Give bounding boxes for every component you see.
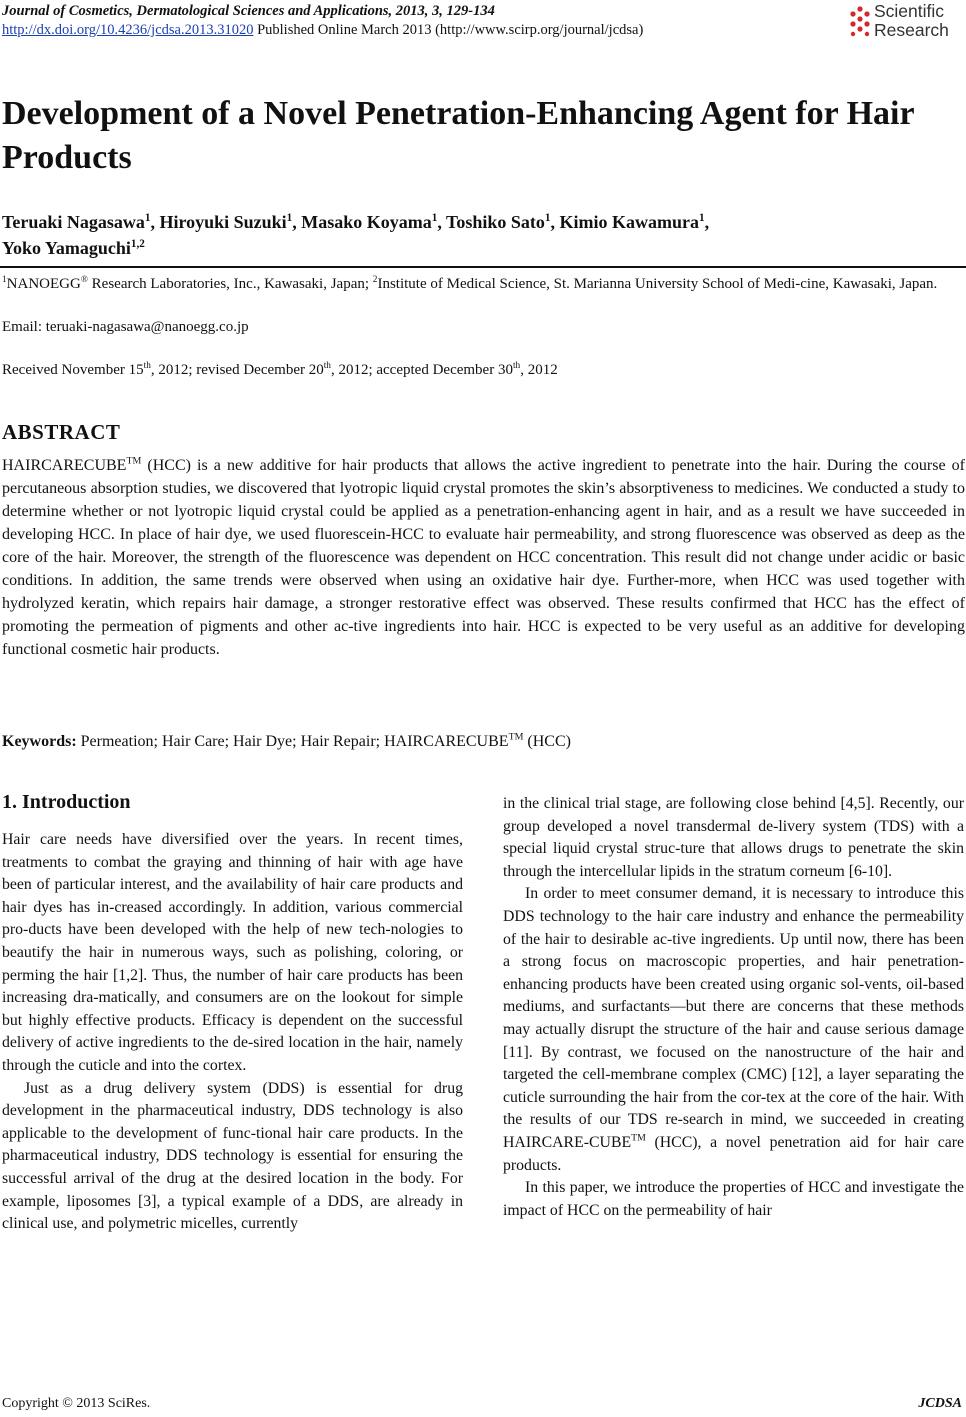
publisher-logo [848, 2, 966, 42]
author-list: Teruaki Nagasawa$^1$, Hiroyuki Suzuki$^1$, Masako Koyama$^1$, Toshiko Sato$^1$, Kimio Kawamura$^1$, Yoko Yamaguchi$^{1,2}$ [2, 212, 710, 258]
author-affiliation-mark: 1 [431, 212, 438, 224]
author [559, 212, 704, 232]
author-affiliation-mark: 1 [144, 212, 151, 224]
author [159, 212, 292, 232]
intro-paragraph-4-tail: (HCC), a novel penetration aid for hair care products. [503, 1133, 964, 1174]
doi-link[interactable]: http://dx.doi.org/10.4236/jcdsa.2013.31020 [2, 22, 254, 38]
intro-paragraph-3: in the clinical trial stage, are following close behind [4,5]. Recently, our group developed a novel transdermal de-livery system (TDS) with a special liquid crystal struc-ture that allows drugs to penetrate the skin through the intercellular lipids in the stratum corneum [6-10]. [503, 795, 964, 880]
abstract-heading: ABSTRACT [2, 420, 121, 444]
keywords-label: Keywords: [2, 733, 77, 750]
journal-volume: , 2013, 3, 129-134 [388, 3, 495, 19]
logo-line-1: Scientific [874, 1, 945, 21]
keywords-tail: (HCC) [523, 733, 571, 750]
author [446, 212, 550, 232]
author-name: Toshiko Sato [446, 212, 545, 232]
intro-paragraph-1: Hair care needs have diversified over the years. In recent times, treatments to combat the graying and thinning of hair with age have been of particular interest, and the availability of hair care products and hair dyes has in-creased accordingly. In addition, various commercial pro-ducts have been developed with the help of new tech-nologies to beautify the hair in numerous ways, such as polishing, coloring, or perming the hair [1,2]. Thus, the number of hair care products has been increasing dra-matically, and consumers are on the lookout for simple but highly effective products. Efficacy is dependent on the successful delivery of active ingredients to the de-sired location in the hair, namely through the cuticle and into the cortex. [2, 831, 463, 1074]
keywords-tm: TM [508, 731, 524, 743]
article-title: Development of a Novel Penetration-Enhancing Agent for Hair Products [2, 95, 914, 176]
intro-paragraph-4-text: In order to meet consumer demand, it is necessary to introduce this DDS technology to the hair care industry and enhance the permeability of the hair to desirable ac-tive ingredients. Up until now, there has been a strong focus on macroscopic properties, and hair penetration-enhancing products have been created using organic sol-vents, oil-based mediums, and surfactants—but there are concerns that these methods may actually disrupt the structure of the hair and cause serious damage [11]. By contrast, we focused on the nanostructure of the hair and targeted the cell-membrane complex (CMC) [12], a layer separating the cuticle surrounding the hair from the cor-tex at the core of the hair. With the results of our TDS re-search in mind, we succeeded in creating HAIRCARE-CUBE [503, 885, 964, 1151]
abstract-lead: HAIRCARECUBE [2, 457, 127, 474]
introduction-heading: 1. Introduction [2, 791, 131, 813]
affiliation-2-number: 2 [372, 275, 378, 285]
author-affiliation-mark: 1 [698, 212, 705, 224]
received-c: , 2012; accepted December 30 [330, 362, 513, 378]
registered-mark: ® [80, 275, 88, 285]
right-column [503, 793, 964, 1222]
received-b: , 2012; revised December 20 [150, 362, 324, 378]
publication-note: Published Online March 2013 (http://www.scirp.org/journal/jcdsa) [253, 22, 644, 38]
received-d: , 2012 [520, 362, 558, 378]
journal-citation [2, 3, 495, 20]
author-name: Teruaki Nagasawa [2, 212, 145, 232]
footer-journal-abbr: JCDSA [918, 1396, 962, 1411]
affiliation-1-number: 1 [2, 275, 7, 285]
logo-text [874, 2, 949, 40]
author [2, 238, 145, 258]
received-dates [2, 362, 558, 379]
logo-line-2: Research [874, 20, 949, 40]
header-rule [0, 266, 966, 268]
intro-paragraph-4-tm: TM [631, 1132, 646, 1144]
author [301, 212, 437, 232]
abstract-text: (HCC) is a new additive for hair products that allows the active ingredient to penetrate into the hair. During the course of percutaneous absorption studies, we discovered that lyotropic liquid crystal promotes the skin’s absorptiveness to medicines. We conducted a study to determine whether or not lyotropic liquid crystal could be applied as a penetration-enhancing agent in hair, and as a result we have succeeded in developing HCC. In place of hair dye, we used fluorescein-HCC to evaluate hair permeability, and strong fluorescence was observed as deep as the core of the hair. Moreover, the strength of the fluorescence was dependent on HCC concentration. This result did not change under acidic or basic conditions. In addition, the same trends were observed when using an oxidative hair dye. Further-more, when HCC was used together with hydrolyzed keratin, which repairs hair damage, a stronger restorative effect was observed. These results confirmed that HCC has the effect of promoting the permeation of pigments and other ac-tive ingredients into hair. HCC is expected to be very useful as an additive for developing functional cosmetic hair products. [2, 457, 965, 658]
keywords [2, 733, 571, 751]
affiliation-2-text: Institute of Medical Science, St. Marianna University School of Medi-cine, Kawasaki, Japan. [377, 276, 938, 292]
logo-mark-icon [848, 5, 872, 39]
author-name: Yoko Yamaguchi [2, 238, 131, 258]
author-name: Kimio Kawamura [559, 212, 699, 232]
left-column [2, 829, 463, 1236]
footer-copyright: Copyright © 2013 SciRes. [2, 1396, 151, 1411]
abstract-body [2, 454, 965, 661]
author-affiliation-mark: 1 [544, 212, 551, 224]
author-name: Hiroyuki Suzuki [159, 212, 287, 232]
received-sup: th [143, 361, 151, 371]
intro-paragraph-2: Just as a drug delivery system (DDS) is essential for drug development in the pharmaceutical industry, DDS technology is also applicable to the development of func-tional hair care products. In the pharmaceutical industry, DDS technology is essential for ensuring the successful arrival of the drug at the desired location in the body. For example, liposomes [3], a typical example of a DDS, are already in clinical use, and polymetric micelles, currently [2, 1079, 463, 1233]
author-affiliation-mark: 1,2 [130, 238, 145, 250]
affiliation-1-name: NANOEGG [6, 276, 81, 292]
revised-sup: th [323, 361, 331, 371]
accepted-sup: th [512, 361, 521, 371]
intro-paragraph-4 [503, 883, 964, 1177]
affiliations [2, 274, 964, 295]
affiliation-1-rest: Research Laboratories, Inc., Kawasaki, Japan; [87, 276, 373, 292]
journal-name: Journal of Cosmetics, Dermatological Sciences and Applications [2, 3, 389, 19]
doi-line [2, 22, 643, 39]
contact-email: Email: teruaki-nagasawa@nanoegg.co.jp [2, 319, 249, 335]
intro-paragraph-5: In this paper, we introduce the properties of HCC and investigate the impact of HCC on the permeability of hair [503, 1179, 964, 1219]
keywords-text: Permeation; Hair Care; Hair Dye; Hair Repair; HAIRCARECUBE [76, 733, 509, 750]
author-affiliation-mark: 1 [286, 212, 293, 224]
author-name: Masako Koyama [301, 212, 432, 232]
received-a: Received November 15 [2, 362, 144, 378]
abstract-lead-tm: TM [126, 455, 142, 467]
author [2, 212, 150, 232]
